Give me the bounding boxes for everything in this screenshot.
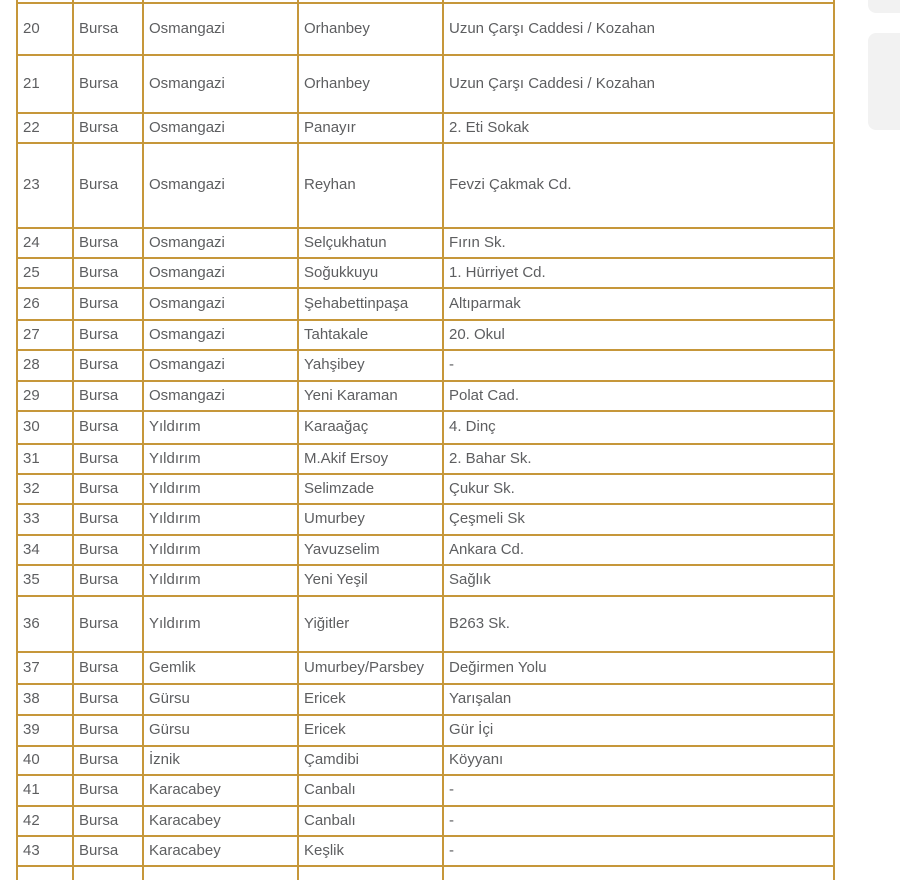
row-number-cell: 40 bbox=[17, 746, 73, 775]
city-cell: Bursa bbox=[73, 3, 143, 55]
scrollbar-thumb-fragment[interactable] bbox=[868, 0, 900, 13]
city-cell: Bursa bbox=[73, 535, 143, 565]
city-cell: Bursa bbox=[73, 565, 143, 596]
district-cell: Osmangazi bbox=[143, 258, 298, 288]
district-cell: Osmangazi bbox=[143, 113, 298, 143]
street-cell: Uzun Çarşı Caddesi / Kozahan bbox=[443, 55, 834, 113]
city-cell: Bursa bbox=[73, 350, 143, 381]
neighborhood-cell: Tahtakale bbox=[298, 320, 443, 350]
city-cell: Bursa bbox=[73, 143, 143, 228]
row-number-cell: 43 bbox=[17, 836, 73, 866]
district-cell: Osmangazi bbox=[143, 228, 298, 258]
street-cell: Gür İçi bbox=[443, 715, 834, 746]
table-row bbox=[17, 113, 834, 143]
table-row bbox=[17, 836, 834, 866]
empty-cell bbox=[443, 866, 834, 880]
table-row bbox=[17, 381, 834, 411]
table-body bbox=[17, 0, 834, 880]
row-number-cell: 42 bbox=[17, 806, 73, 836]
table-row bbox=[17, 320, 834, 350]
neighborhood-cell: Umurbey/Parsbey bbox=[298, 652, 443, 684]
table-row bbox=[17, 684, 834, 715]
table-row bbox=[17, 350, 834, 381]
neighborhood-cell: Umurbey bbox=[298, 504, 443, 535]
district-cell: Yıldırım bbox=[143, 535, 298, 565]
street-cell: 4. Dinç bbox=[443, 411, 834, 444]
neighborhood-cell: Ericek bbox=[298, 684, 443, 715]
row-number-cell: 41 bbox=[17, 775, 73, 806]
table-row bbox=[17, 474, 834, 504]
district-cell: Karacabey bbox=[143, 806, 298, 836]
row-number-cell: 25 bbox=[17, 258, 73, 288]
row-number-cell: 39 bbox=[17, 715, 73, 746]
district-cell: Gemlik bbox=[143, 652, 298, 684]
partial-row-bottom bbox=[17, 866, 834, 880]
row-number-cell: 23 bbox=[17, 143, 73, 228]
table-row bbox=[17, 652, 834, 684]
district-cell: Karacabey bbox=[143, 836, 298, 866]
row-number-cell: 37 bbox=[17, 652, 73, 684]
table-row bbox=[17, 806, 834, 836]
neighborhood-cell: Yeni Karaman bbox=[298, 381, 443, 411]
neighborhood-cell: Yiğitler bbox=[298, 596, 443, 652]
row-number-cell: 21 bbox=[17, 55, 73, 113]
row-number-cell: 32 bbox=[17, 474, 73, 504]
city-cell: Bursa bbox=[73, 320, 143, 350]
neighborhood-cell: Şehabettinpaşa bbox=[298, 288, 443, 320]
district-cell: Yıldırım bbox=[143, 504, 298, 535]
street-cell: - bbox=[443, 806, 834, 836]
street-cell: - bbox=[443, 775, 834, 806]
neighborhood-cell: Yavuzselim bbox=[298, 535, 443, 565]
city-cell: Bursa bbox=[73, 652, 143, 684]
row-number-cell: 20 bbox=[17, 3, 73, 55]
district-cell: Yıldırım bbox=[143, 474, 298, 504]
table-row bbox=[17, 565, 834, 596]
street-cell: Köyyanı bbox=[443, 746, 834, 775]
district-cell: Gürsu bbox=[143, 684, 298, 715]
neighborhood-cell: Yeni Yeşil bbox=[298, 565, 443, 596]
table-row bbox=[17, 715, 834, 746]
district-cell: Osmangazi bbox=[143, 320, 298, 350]
city-cell: Bursa bbox=[73, 504, 143, 535]
city-cell: Bursa bbox=[73, 836, 143, 866]
street-cell: Ankara Cd. bbox=[443, 535, 834, 565]
city-cell: Bursa bbox=[73, 381, 143, 411]
city-cell: Bursa bbox=[73, 715, 143, 746]
city-cell: Bursa bbox=[73, 775, 143, 806]
row-number-cell: 38 bbox=[17, 684, 73, 715]
locations-table bbox=[16, 0, 835, 880]
row-number-cell: 26 bbox=[17, 288, 73, 320]
row-number-cell: 33 bbox=[17, 504, 73, 535]
neighborhood-cell: Selimzade bbox=[298, 474, 443, 504]
city-cell: Bursa bbox=[73, 684, 143, 715]
district-cell: Karacabey bbox=[143, 775, 298, 806]
table-row bbox=[17, 55, 834, 113]
street-cell: Altıparmak bbox=[443, 288, 834, 320]
city-cell: Bursa bbox=[73, 55, 143, 113]
street-cell: Uzun Çarşı Caddesi / Kozahan bbox=[443, 3, 834, 55]
district-cell: Yıldırım bbox=[143, 444, 298, 474]
empty-cell bbox=[17, 866, 73, 880]
city-cell: Bursa bbox=[73, 746, 143, 775]
district-cell: Yıldırım bbox=[143, 411, 298, 444]
neighborhood-cell: Canbalı bbox=[298, 806, 443, 836]
row-number-cell: 36 bbox=[17, 596, 73, 652]
city-cell: Bursa bbox=[73, 228, 143, 258]
table-row bbox=[17, 288, 834, 320]
street-cell: B263 Sk. bbox=[443, 596, 834, 652]
neighborhood-cell: Reyhan bbox=[298, 143, 443, 228]
row-number-cell: 29 bbox=[17, 381, 73, 411]
street-cell: Fevzi Çakmak Cd. bbox=[443, 143, 834, 228]
city-cell: Bursa bbox=[73, 596, 143, 652]
neighborhood-cell: Soğukkuyu bbox=[298, 258, 443, 288]
table-row bbox=[17, 411, 834, 444]
city-cell: Bursa bbox=[73, 288, 143, 320]
street-cell: Sağlık bbox=[443, 565, 834, 596]
street-cell: Çukur Sk. bbox=[443, 474, 834, 504]
table-row bbox=[17, 535, 834, 565]
street-cell: 2. Bahar Sk. bbox=[443, 444, 834, 474]
table-row bbox=[17, 143, 834, 228]
city-cell: Bursa bbox=[73, 258, 143, 288]
neighborhood-cell: M.Akif Ersoy bbox=[298, 444, 443, 474]
neighborhood-cell: Karaağaç bbox=[298, 411, 443, 444]
empty-cell bbox=[143, 866, 298, 880]
empty-cell bbox=[298, 866, 443, 880]
street-cell: Çeşmeli Sk bbox=[443, 504, 834, 535]
street-cell: 20. Okul bbox=[443, 320, 834, 350]
row-number-cell: 28 bbox=[17, 350, 73, 381]
district-cell: Osmangazi bbox=[143, 350, 298, 381]
street-cell: - bbox=[443, 350, 834, 381]
district-cell: Yıldırım bbox=[143, 565, 298, 596]
table-row bbox=[17, 444, 834, 474]
city-cell: Bursa bbox=[73, 806, 143, 836]
city-cell: Bursa bbox=[73, 411, 143, 444]
street-cell: 2. Eti Sokak bbox=[443, 113, 834, 143]
district-cell: Osmangazi bbox=[143, 3, 298, 55]
table-row bbox=[17, 775, 834, 806]
row-number-cell: 35 bbox=[17, 565, 73, 596]
neighborhood-cell: Canbalı bbox=[298, 775, 443, 806]
street-cell: Değirmen Yolu bbox=[443, 652, 834, 684]
row-number-cell: 27 bbox=[17, 320, 73, 350]
neighborhood-cell: Yahşibey bbox=[298, 350, 443, 381]
row-number-cell: 31 bbox=[17, 444, 73, 474]
neighborhood-cell: Keşlik bbox=[298, 836, 443, 866]
street-cell: Fırın Sk. bbox=[443, 228, 834, 258]
table-row bbox=[17, 228, 834, 258]
district-cell: Osmangazi bbox=[143, 143, 298, 228]
district-cell: Osmangazi bbox=[143, 288, 298, 320]
neighborhood-cell: Panayır bbox=[298, 113, 443, 143]
row-number-cell: 22 bbox=[17, 113, 73, 143]
table-row bbox=[17, 258, 834, 288]
city-cell: Bursa bbox=[73, 474, 143, 504]
table-row bbox=[17, 596, 834, 652]
district-cell: Gürsu bbox=[143, 715, 298, 746]
row-number-cell: 34 bbox=[17, 535, 73, 565]
row-number-cell: 30 bbox=[17, 411, 73, 444]
district-cell: Osmangazi bbox=[143, 381, 298, 411]
table-row bbox=[17, 504, 834, 535]
row-number-cell: 24 bbox=[17, 228, 73, 258]
city-cell: Bursa bbox=[73, 113, 143, 143]
neighborhood-cell: Çamdibi bbox=[298, 746, 443, 775]
table-row bbox=[17, 3, 834, 55]
street-cell: 1. Hürriyet Cd. bbox=[443, 258, 834, 288]
city-cell: Bursa bbox=[73, 444, 143, 474]
district-cell: Yıldırım bbox=[143, 596, 298, 652]
neighborhood-cell: Selçukhatun bbox=[298, 228, 443, 258]
neighborhood-cell: Orhanbey bbox=[298, 3, 443, 55]
street-cell: Yarışalan bbox=[443, 684, 834, 715]
scrollbar-thumb[interactable] bbox=[868, 33, 900, 130]
district-cell: İznik bbox=[143, 746, 298, 775]
neighborhood-cell: Orhanbey bbox=[298, 55, 443, 113]
table-row bbox=[17, 746, 834, 775]
district-cell: Osmangazi bbox=[143, 55, 298, 113]
empty-cell bbox=[73, 866, 143, 880]
street-cell: Polat Cad. bbox=[443, 381, 834, 411]
neighborhood-cell: Ericek bbox=[298, 715, 443, 746]
street-cell: - bbox=[443, 836, 834, 866]
